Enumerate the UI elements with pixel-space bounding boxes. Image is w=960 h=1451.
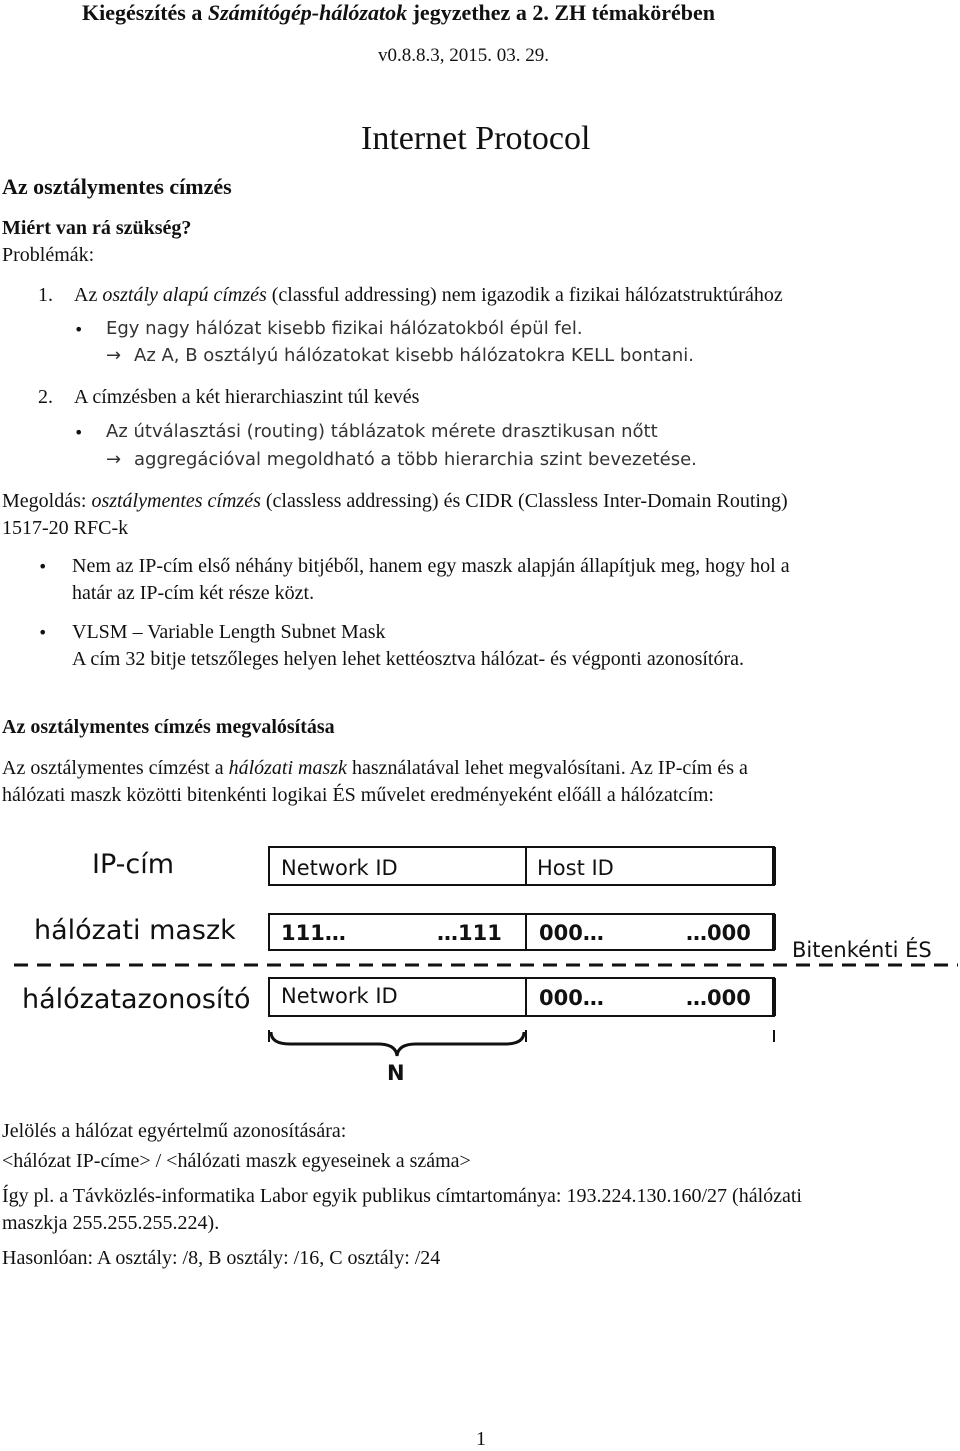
- problem-2-text: A címzésben a két hierarchiaszint túl kevés: [74, 386, 420, 408]
- notation-format: <hálózat IP-címe> / <hálózati maszk egyeseinek a száma>: [2, 1150, 471, 1172]
- title-text-post: jegyzethez a 2. ZH témakörében: [407, 0, 716, 25]
- notation-example: Így pl. a Távközlés-informatika Labor egyik publikus címtartománya: 193.224.130.160/27 (hálózati: [2, 1185, 802, 1207]
- and-operation-label: Bitenkénti ÉS: [792, 938, 932, 962]
- problem-1-post: (classful addressing) nem igazodik a fizikai hálózatstruktúrához: [266, 284, 783, 306]
- notation-intro: Jelölés a hálózat egyértelmű azonosítására:: [2, 1120, 347, 1142]
- section-heading-implementation: Az osztálymentes címzés megvalósítása: [2, 716, 335, 738]
- problems-label: Problémák:: [2, 244, 95, 266]
- title-text-pre: Kiegészítés a: [82, 0, 208, 25]
- ip-network-label: Network ID: [281, 856, 398, 880]
- problem-1-italic: osztály alapú címzés: [102, 284, 267, 306]
- result-zeros-left: 000…: [539, 986, 604, 1010]
- problem-2-sub2: aggregációval megoldható a több hierarchia szint bevezetése.: [134, 449, 697, 470]
- implementation-paragraph: [2, 757, 748, 780]
- brace-label-n: N: [387, 1061, 405, 1085]
- bullet-icon: •: [38, 623, 48, 642]
- row-label-result: hálózatazonosító: [22, 984, 251, 1015]
- page-number: 1: [476, 1428, 486, 1450]
- title-text-italic: Számítógép-hálózatok: [207, 0, 408, 25]
- ip-host-label: Host ID: [537, 856, 614, 880]
- mask-zeros-left: 000…: [539, 921, 604, 945]
- bullet-text-vlsm: VLSM – Variable Length Subnet Mask: [72, 621, 386, 643]
- solution-line: [2, 490, 788, 513]
- problem-number: 1.: [38, 284, 53, 306]
- cidr-diagram: [0, 830, 960, 1090]
- bullet-icon: •: [74, 423, 84, 442]
- network-bits-brace: [271, 1032, 524, 1056]
- problem-1-sub2: Az A, B osztályú hálózatokat kisebb hálózatokra KELL bontani.: [134, 345, 694, 366]
- notation-example-cont: maszkja 255.255.255.224).: [2, 1212, 220, 1234]
- bullet-icon: •: [38, 557, 48, 576]
- why-needed-label: Miért van rá szükség?: [2, 217, 192, 239]
- problem-1-pre: Az: [74, 284, 103, 306]
- row-label-ip: IP-cím: [92, 849, 175, 880]
- bullet-icon: •: [74, 320, 84, 339]
- impl-pre: Az osztálymentes címzést a: [2, 757, 229, 779]
- problem-1-text: [74, 284, 783, 307]
- impl-post: használatával lehet megvalósítani. Az IP-cím és a: [346, 757, 748, 779]
- solution-rfc-line: 1517-20 RFC-k: [2, 517, 129, 539]
- bullet-text-vlsm-cont: A cím 32 bitje tetszőleges helyen lehet kettéosztva hálózat- és végponti azonosítóra.: [72, 648, 745, 670]
- solution-italic: osztálymentes címzés: [91, 490, 261, 512]
- row-label-mask: hálózati maszk: [34, 915, 236, 946]
- problem-2-number: 2.: [38, 386, 53, 408]
- problem-2-sub1: Az útválasztási (routing) táblázatok mérete drasztikusan nőtt: [106, 421, 658, 442]
- impl-italic: hálózati maszk: [228, 757, 347, 779]
- problem-1: [38, 284, 53, 307]
- arrow-icon: →: [106, 449, 122, 470]
- document-title: [82, 0, 715, 26]
- notation-classes: Hasonlóan: A osztály: /8, B osztály: /16, C osztály: /24: [2, 1247, 441, 1269]
- bullet-text-mask-cont: határ az IP-cím két része közt.: [72, 582, 315, 604]
- mask-ones-left: 111…: [281, 921, 346, 945]
- problem-1-sub1: Egy nagy hálózat kisebb fizikai hálózatokból épül fel.: [106, 318, 583, 339]
- solution-post: (classless addressing) és CIDR (Classless Inter-Domain Routing): [260, 490, 788, 512]
- section-heading-classless: Az osztálymentes címzés: [2, 174, 232, 199]
- mask-ones-right: …111: [437, 921, 502, 945]
- bullet-text-mask: Nem az IP-cím első néhány bitjéből, hanem egy maszk alapján állapítjuk meg, hogy hol a: [72, 555, 790, 577]
- result-zeros-right: …000: [686, 986, 751, 1010]
- solution-pre: Megoldás:: [2, 490, 92, 512]
- mask-zeros-right: …000: [686, 921, 751, 945]
- result-network-label: Network ID: [281, 984, 398, 1008]
- chapter-title: Internet Protocol: [361, 120, 591, 157]
- implementation-paragraph-cont: hálózati maszk közötti bitenkénti logikai ÉS művelet eredményeként előáll a hálózatcím:: [2, 784, 714, 806]
- arrow-icon: →: [106, 345, 122, 366]
- version-line: v0.8.8.3, 2015. 03. 29.: [378, 45, 549, 66]
